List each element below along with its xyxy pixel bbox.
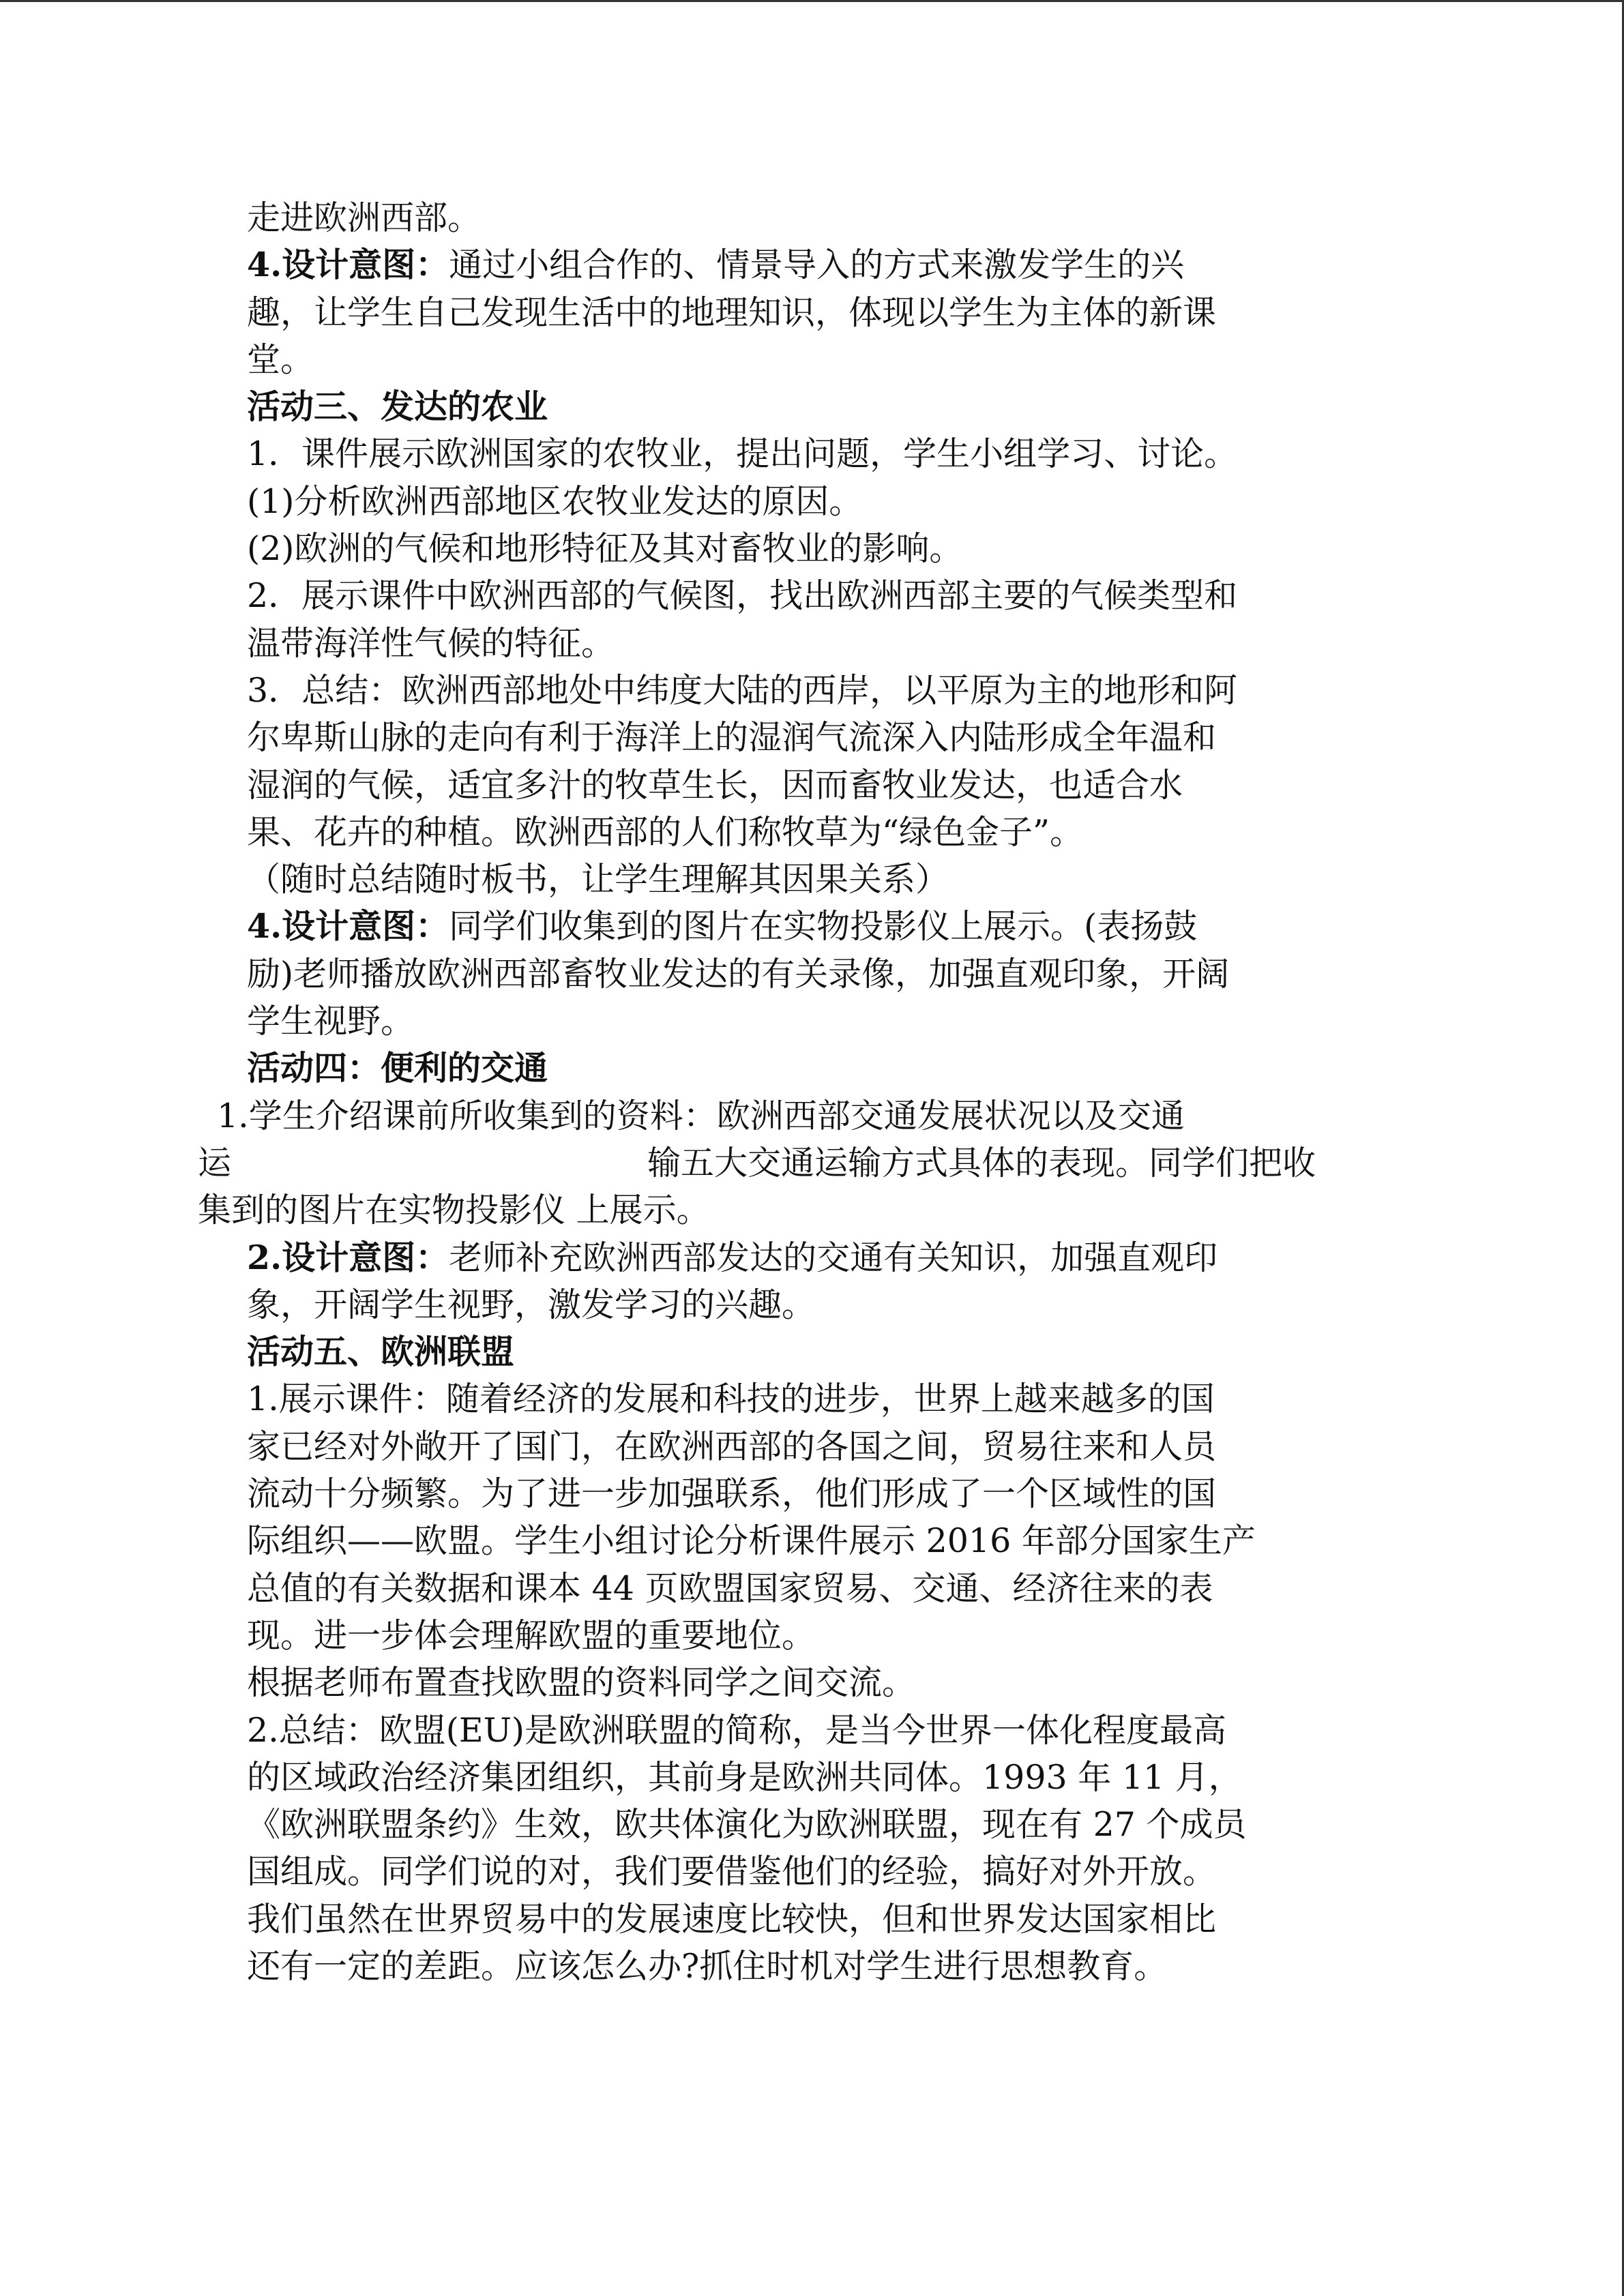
paragraph-line: 际组织——欧盟。学生小组讨论分析课件展示 2016 年部分国家生产 — [247, 1521, 1256, 1561]
paragraph-line: 流动十分频繁。为了进一步加强联系，他们形成了一个区域性的国 — [247, 1474, 1217, 1514]
section-heading: 活动三、发达的农业 — [247, 387, 548, 427]
design-intent-line — [198, 903, 1398, 950]
paragraph-line: 2．展示课件中欧洲西部的气候图，找出欧洲西部主要的气候类型和 — [247, 576, 1238, 616]
paragraph-line: 3．总结：欧洲西部地处中纬度大陆的西岸，以平原为主的地形和阿 — [247, 670, 1238, 710]
paragraph-line: 学生视野。 — [247, 1002, 415, 1041]
design-intent-text: 通过小组合作的、情景导入的方式来激发学生的兴 — [449, 245, 1185, 285]
design-intent-text: 同学们收集到的图片在实物投影仪上展示。(表扬鼓 — [449, 907, 1198, 946]
document-body — [198, 194, 1398, 1990]
paragraph-line: 集到的图片在实物投影仪 上展示。 — [198, 1191, 710, 1230]
paragraph-line: 国组成。同学们说的对，我们要借鉴他们的经验，搞好对外开放。 — [247, 1852, 1217, 1892]
design-intent-line — [198, 241, 1398, 288]
paragraph-line: 1.展示课件：随着经济的发展和科技的进步，世界上越来越多的国 — [247, 1380, 1215, 1419]
paragraph-line: 还有一定的差距。应该怎么办?抓住时机对学生进行思想教育。 — [247, 1946, 1168, 1986]
design-intent-label: 4.设计意图： — [247, 906, 449, 946]
section-heading: 活动四：便利的交通 — [247, 1048, 548, 1088]
paragraph-line: 1.学生介绍课前所收集到的资料：欧洲西部交通发展状况以及交通 — [217, 1096, 1185, 1135]
line-fragment: 运 — [198, 1143, 232, 1182]
paragraph-line: 象，开阔学生视野，激发学习的兴趣。 — [247, 1285, 816, 1324]
line-fragment: 输五大交通运输方式具体的表现。同学们把收 — [647, 1143, 1316, 1182]
design-intent-text: 老师补充欧洲西部发达的交通有关知识，加强直观印 — [449, 1238, 1218, 1277]
paragraph-line: 根据老师布置查找欧盟的资料同学之间交流。 — [247, 1663, 916, 1703]
paragraph-line: (1)分析欧洲西部地区农牧业发达的原因。 — [247, 481, 863, 521]
design-intent-label: 2.设计意图： — [247, 1237, 449, 1277]
section-heading: 活动五、欧洲联盟 — [247, 1332, 515, 1372]
paragraph-line: 走进欧洲西部。 — [247, 198, 482, 237]
paragraph-line: （随时总结随时板书，让学生理解其因果关系） — [247, 860, 949, 899]
paragraph-line: 家已经对外敞开了国门，在欧洲西部的各国之间，贸易往来和人员 — [247, 1427, 1217, 1466]
paragraph-line: 2.总结：欧盟(EU)是欧洲联盟的简称，是当今世界一体化程度最高 — [247, 1710, 1227, 1750]
paragraph-line — [198, 1139, 1398, 1187]
paragraph-line: 总值的有关数据和课本 44 页欧盟国家贸易、交通、经济往来的表 — [247, 1568, 1213, 1608]
paragraph-line: 我们虽然在世界贸易中的发展速度比较快，但和世界发达国家相比 — [247, 1899, 1217, 1939]
design-intent-label: 4.设计意图： — [247, 245, 449, 285]
paragraph-line: 温带海洋性气候的特征。 — [247, 623, 615, 663]
paragraph-line: 励)老师播放欧洲西部畜牧业发达的有关录像，加强直观印象，开阔 — [247, 954, 1230, 994]
paragraph-line: 《欧洲联盟条约》生效，欧共体演化为欧洲联盟，现在有 27 个成员 — [247, 1805, 1247, 1845]
paragraph-line: 1．课件展示欧洲国家的农牧业，提出问题，学生小组学习、讨论。 — [247, 434, 1238, 474]
paragraph-line: 趣，让学生自己发现生活中的地理知识，体现以学生为主体的新课 — [247, 293, 1217, 332]
paragraph-line: 的区域政治经济集团组织，其前身是欧洲共同体。1993 年 11 月， — [247, 1757, 1242, 1797]
paragraph-line: (2)欧洲的气候和地形特征及其对畜牧业的影响。 — [247, 529, 963, 569]
paragraph-line: 果、花卉的种植。欧洲西部的人们称牧草为“绿色金子”。 — [247, 812, 1084, 852]
design-intent-line — [198, 1234, 1398, 1281]
paragraph-line: 现。进一步体会理解欧盟的重要地位。 — [247, 1615, 816, 1655]
paragraph-line: 堂。 — [247, 340, 314, 379]
paragraph-line: 湿润的气候，适宜多汁的牧草生长，因而畜牧业发达，也适合水 — [247, 765, 1183, 805]
paragraph-line: 尔卑斯山脉的走向有利于海洋上的湿润气流深入内陆形成全年温和 — [247, 718, 1217, 758]
